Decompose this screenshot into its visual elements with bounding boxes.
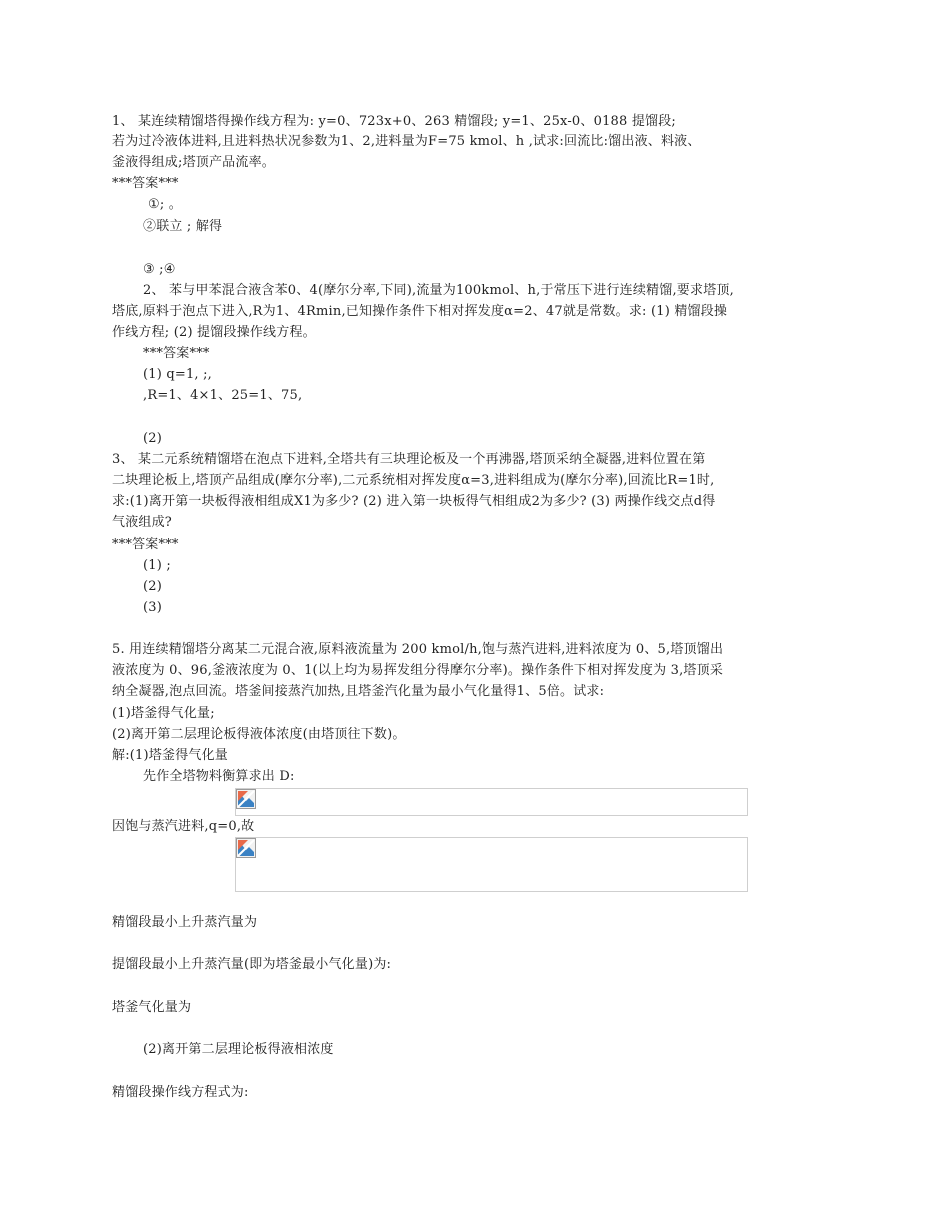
solution-line: 先作全塔物料衡算求出 D: — [143, 769, 295, 784]
problem-5-line-2: 液浓度为 0、96,釜液浓度为 0、1(以上均为易挥发组分得摩尔分率)。操作条件下相对挥发度为 3,塔顶采 — [112, 663, 724, 678]
solution-line: 提馏段最小上升蒸汽量(即为塔釜最小气化量)为: — [112, 957, 392, 972]
problem-3-line-1: 3、 某二元系统精馏塔在泡点下进料,全塔共有三块理论板及一个再沸器,塔顶采纳全凝器,进料位置在第 — [112, 452, 706, 467]
problem-3-line-2: 二块理论板上,塔顶产品组成(摩尔分率),二元系统相对挥发度α=3,进料组成为(摩尔分率),回流比R=1时, — [112, 473, 715, 488]
problem-5-line-1: 5. 用连续精馏塔分离某二元混合液,原料液流量为 200 kmol/h,饱与蒸汽进料,进料浓度为 0、5,塔顶馏出 — [112, 642, 724, 657]
problem-2-line-2: 塔底,原料于泡点下进入,R为1、4Rmin,已知操作条件下相对挥发度α=2、47就是常数。求: (1) 精馏段操 — [112, 304, 728, 319]
problem-5-line-4: (1)塔釜得气化量; — [112, 706, 215, 721]
answer-line: (1) q=1, ;, — [143, 367, 213, 382]
formula-image-q0 — [235, 837, 748, 892]
answer-line: (1) ; — [143, 558, 171, 573]
problem-2-line-3: 作线方程; (2) 提馏段操作线方程。 — [112, 325, 316, 340]
solution-heading: 解:(1)塔釜得气化量 — [112, 748, 228, 763]
problem-2-line-1: 2、 苯与甲苯混合液含苯0、4(摩尔分率,下同),流量为100kmol、h,于常压下进行连续精馏,要求塔顶, — [143, 283, 734, 298]
broken-image-icon — [236, 838, 256, 858]
broken-image-icon — [236, 789, 256, 809]
answer-line: (3) — [143, 600, 163, 615]
answer-line: ,R=1、4×1、25=1、75, — [143, 388, 303, 403]
formula-image-D — [235, 788, 748, 816]
problem-3-line-4: 气液组成? — [112, 515, 172, 530]
problem-5-line-3: 纳全凝器,泡点回流。塔釜间接蒸汽加热,且塔釜汽化量为最小气化量得1、5倍。试求: — [112, 684, 605, 699]
answer-line: (2) — [143, 431, 163, 446]
solution-line: 塔釜气化量为 — [112, 1000, 192, 1015]
answer-line: ①; 。 — [148, 197, 182, 212]
answer-heading: ***答案*** — [112, 537, 179, 552]
problem-3-line-3: 求:(1)离开第一块板得液相组成X1为多少? (2) 进入第一块板得气相组成2为多少? (3) 两操作线交点d得 — [112, 494, 716, 509]
solution-line: 因饱与蒸汽进料,q=0,故 — [112, 819, 255, 834]
solution-line: 精馏段最小上升蒸汽量为 — [112, 915, 258, 930]
answer-line: ②联立 ; 解得 — [143, 219, 223, 234]
problem-1-line-3: 釜液得组成;塔顶产品流率。 — [112, 155, 275, 170]
problem-1-line-1: 1、 某连续精馏塔得操作线方程为: y=0、723x+0、263 精馏段; y=1、25x-0、0188 提馏段; — [112, 114, 677, 129]
answer-heading: ***答案*** — [143, 346, 210, 361]
problem-5-line-5: (2)离开第二层理论板得液体浓度(由塔顶往下数)。 — [112, 727, 406, 742]
problem-1-line-2: 若为过冷液体进料,且进料热状况参数为1、2,进料量为F=75 kmol、h ,试求:回流比:馏出液、料液、 — [112, 134, 701, 149]
solution-line: 精馏段操作线方程式为: — [112, 1085, 249, 1100]
answer-line: ③ ;④ — [143, 262, 176, 277]
answer-line: (2) — [143, 579, 163, 594]
answer-heading: ***答案*** — [112, 176, 179, 191]
solution-line: (2)离开第二层理论板得液相浓度 — [143, 1042, 334, 1057]
